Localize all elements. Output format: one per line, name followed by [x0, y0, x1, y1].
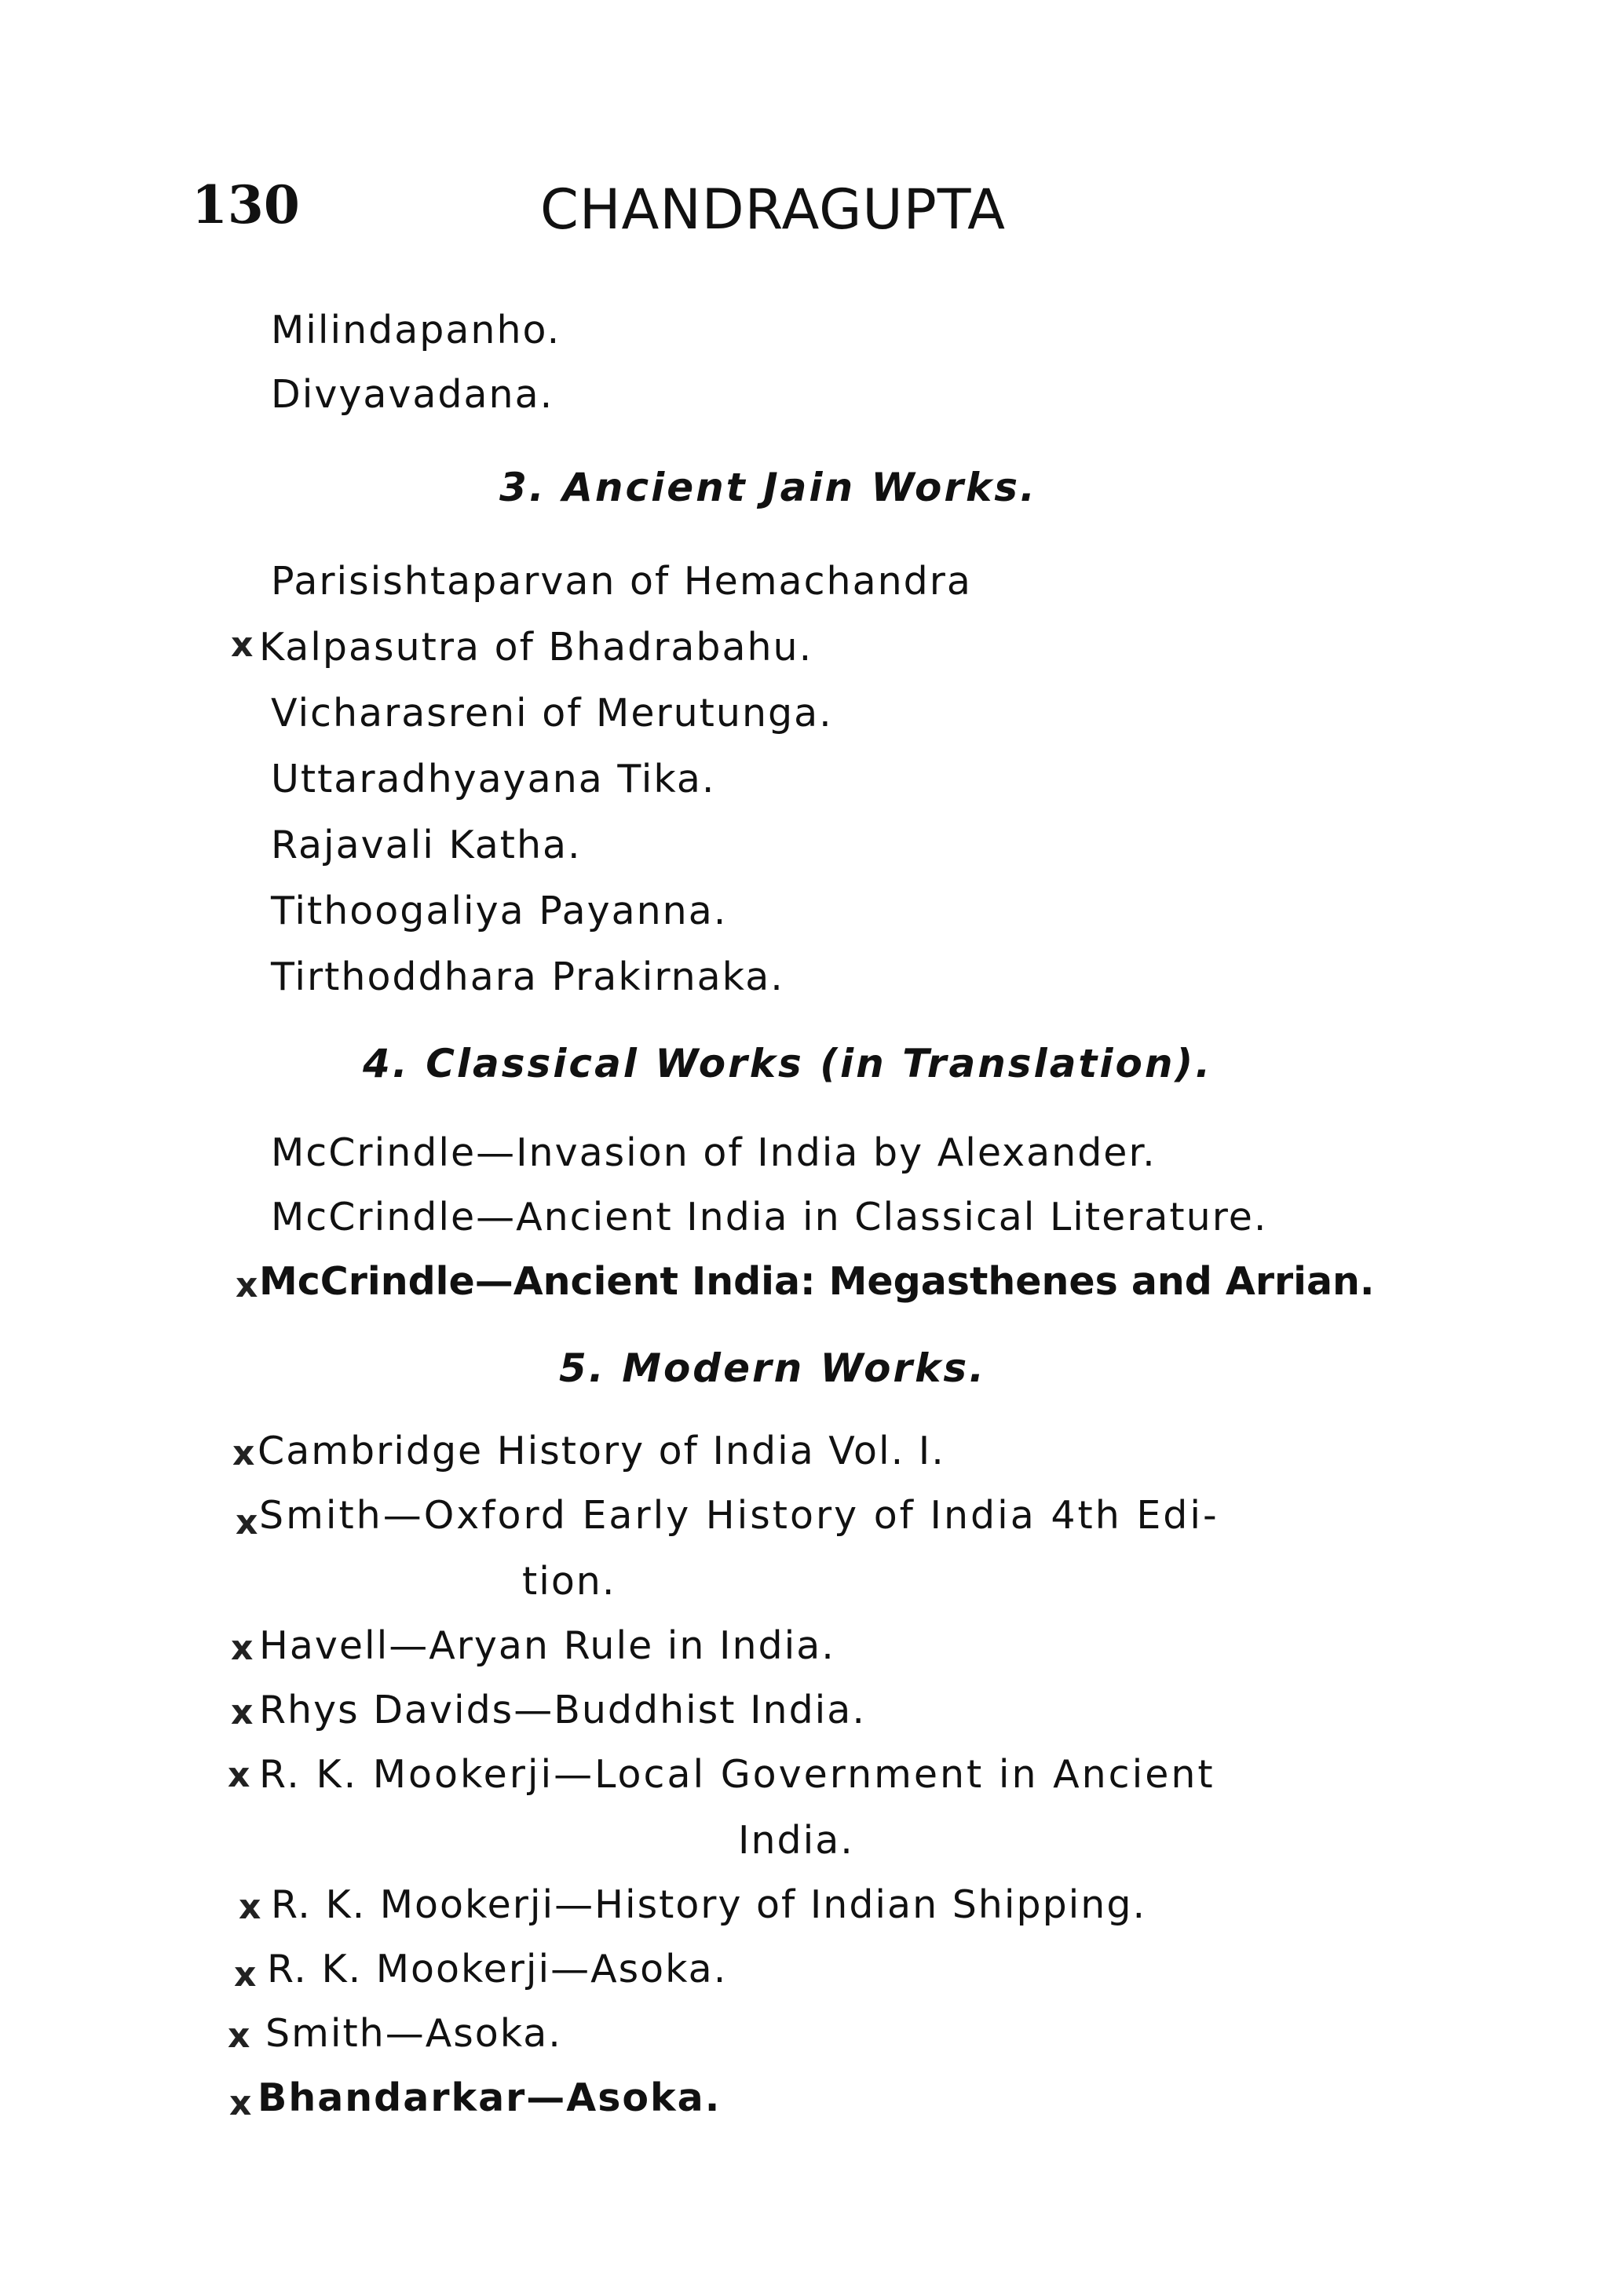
list-item: Parisishtaparvan of Hemachandra — [271, 559, 972, 604]
list-item: Havell—Aryan Rule in India. — [259, 1623, 835, 1668]
list-item: Rhys Davids—Buddhist India. — [259, 1688, 866, 1732]
list-item: Cambridge History of India Vol. I. — [258, 1429, 945, 1473]
margin-mark: x — [231, 625, 254, 665]
list-item: R. K. Mookerji—Asoka. — [267, 1947, 728, 1991]
list-item: Milindapanho. — [271, 308, 561, 352]
margin-mark: x — [228, 1755, 250, 1795]
list-item: Vicharasreni of Merutunga. — [271, 691, 833, 736]
list-item: McCrindle—Ancient India in Classical Literature. — [271, 1195, 1268, 1239]
margin-mark: x — [236, 1265, 258, 1305]
list-item: Smith—Oxford Early History of India 4th Edi- — [259, 1493, 1219, 1538]
section-heading: 5. Modern Works. — [559, 1345, 987, 1391]
list-item: Smith—Asoka. — [265, 2011, 562, 2056]
margin-mark: x — [228, 2016, 250, 2056]
list-item: Tithoogaliya Payanna. — [271, 889, 728, 933]
list-item: R. K. Mookerji—Local Government in Ancient — [259, 1752, 1215, 1797]
section-heading: 4. Classical Works (in Translation). — [363, 1041, 1213, 1086]
list-item: tion. — [522, 1559, 616, 1604]
list-item: India. — [738, 1818, 854, 1863]
margin-mark: x — [236, 1502, 258, 1542]
list-item: McCrindle—Ancient India: Megasthenes and Arrian. — [259, 1259, 1375, 1304]
list-item: Uttaradhyayana Tika. — [271, 757, 716, 801]
margin-mark: x — [229, 2083, 252, 2123]
list-item: R. K. Mookerji—History of Indian Shipping. — [271, 1882, 1147, 1927]
list-item: Tirthoddhara Prakirnaka. — [271, 955, 784, 999]
margin-mark: x — [239, 1887, 261, 1927]
list-item: Kalpasutra of Bhadrabahu. — [259, 625, 813, 670]
list-item: Rajavali Katha. — [271, 823, 582, 867]
running-head: CHANDRAGUPTA — [540, 177, 1007, 242]
list-item: Divyavadana. — [271, 372, 554, 417]
margin-mark: x — [231, 1692, 254, 1732]
margin-mark: x — [232, 1433, 255, 1473]
margin-mark: x — [234, 1955, 257, 1995]
page-number: 130 — [192, 174, 300, 235]
margin-mark: x — [231, 1628, 254, 1668]
list-item: McCrindle—Invasion of India by Alexander. — [271, 1130, 1157, 1175]
list-item: Bhandarkar—Asoka. — [258, 2075, 722, 2120]
section-heading: 3. Ancient Jain Works. — [499, 465, 1037, 510]
